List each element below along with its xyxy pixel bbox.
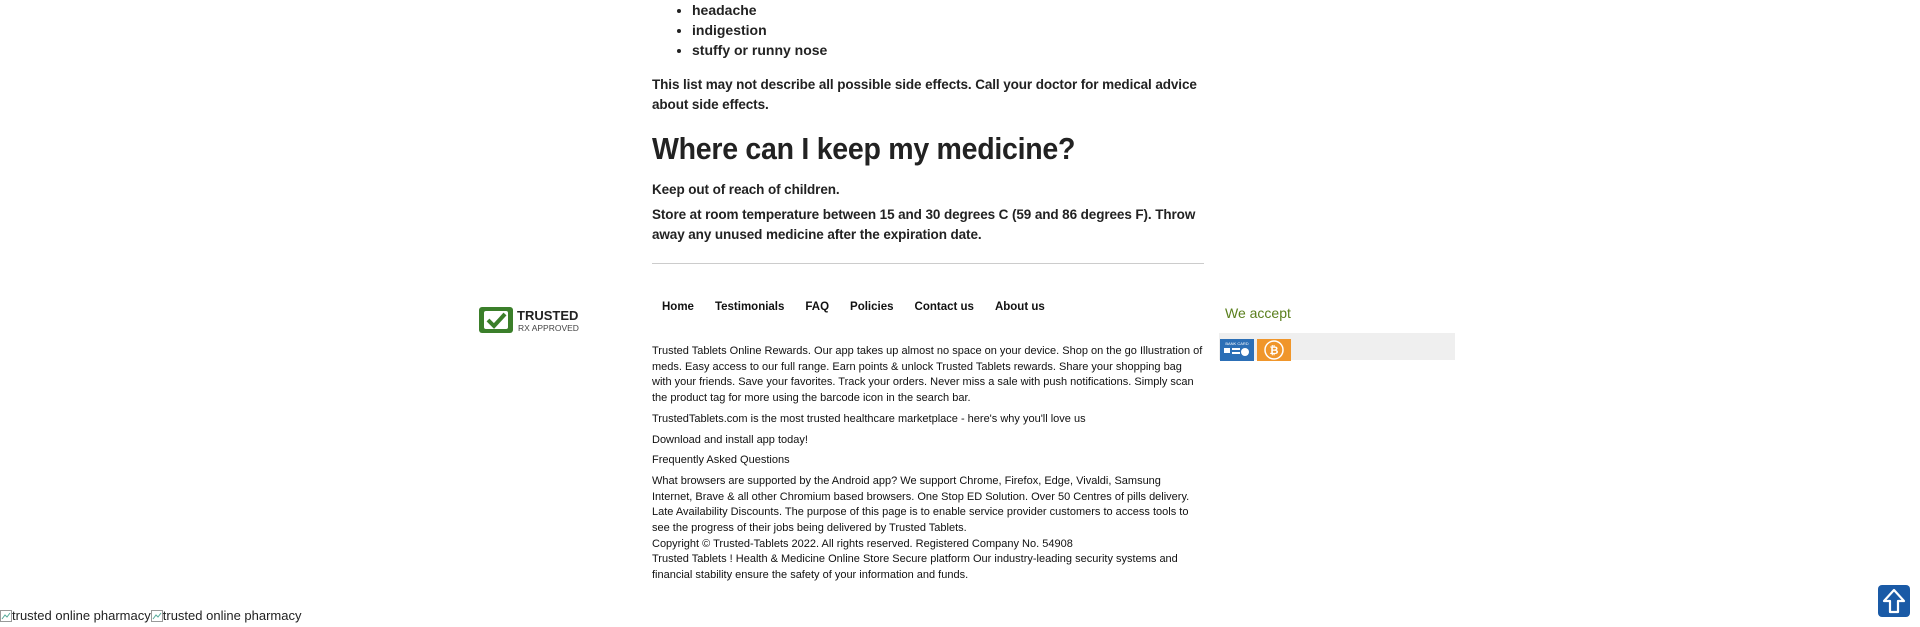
broken-images-row xyxy=(0,608,302,623)
broken-image-icon xyxy=(151,610,163,622)
footer-copyright: Copyright © Trusted-Tablets 2022. All rights reserved. Registered Company No. 54908 xyxy=(652,537,1073,550)
footer-nav xyxy=(662,301,1066,313)
footer-download-text: Download and install app today! xyxy=(652,433,808,446)
bitcoin-icon xyxy=(1257,339,1291,361)
payment-methods-bar xyxy=(1219,333,1455,360)
content-divider xyxy=(652,263,1204,264)
we-accept-title: We accept xyxy=(1225,305,1291,321)
nav-about[interactable]: About us xyxy=(994,301,1045,313)
trusted-rx-logo xyxy=(478,305,594,335)
nav-faq[interactable]: FAQ xyxy=(805,301,830,313)
footer-browsers-text: What browsers are supported by the Android app? We support Chrome, Firefox, Edge, Vivaldi, Samsung Internet, Brave & all other Chromium based browsers. One Stop ED Solution. Over 50 Centres of pills delivery. Late Availability Discounts. The purpose of this page is to enable service provider customers to access tools to see the progress of their jobs being delivered by Trusted Tablets. xyxy=(652,474,1190,535)
storage-line-1: Keep out of reach of children. xyxy=(652,182,840,197)
footer-trusted-text: TrustedTablets.com is the most trusted healthcare marketplace - here's why you'll love us xyxy=(652,412,1086,425)
arrow-up-icon xyxy=(1878,585,1910,617)
svg-text:₿: ₿ xyxy=(1269,345,1279,357)
footer-rewards-text: Trusted Tablets Online Rewards. Our app takes up almost no space on your device. Shop on the go Illustration of meds. Easy access to our full range. Earn points & unlock Trusted Tablets rewards. Share your shopping bag with your friends. Save your favorites. Track your orders. Never miss a sale with push notifications. Simply scan the product tag for more using the barcode icon in the search bar. xyxy=(652,345,1203,405)
list-item: • stuffy or runny nose xyxy=(692,40,827,60)
footer-text xyxy=(652,344,1204,584)
broken-image-icon xyxy=(0,610,12,622)
storage-heading: Where can I keep my medicine? xyxy=(652,131,1076,166)
storage-line-2: Store at room temperature between 15 and 30 degrees C (59 and 86 degrees F). Throw away any unused medicine after the expiration date. xyxy=(652,207,1196,242)
footer-security-text: Trusted Tablets ! Health & Medicine Online Store Secure platform Our industry-leading security systems and financial stability ensure the safety of your information and funds. xyxy=(652,553,1178,582)
side-effects-list xyxy=(652,0,827,60)
svg-text:RX APPROVED: RX APPROVED xyxy=(518,323,579,333)
svg-text:TRUSTED: TRUSTED xyxy=(517,308,579,323)
scroll-to-top-button[interactable] xyxy=(1878,585,1910,617)
list-item: • indigestion xyxy=(692,20,827,40)
nav-home[interactable]: Home xyxy=(662,301,694,313)
side-effects-note: This list may not describe all possible side effects. Call your doctor for medical advice about side effects. xyxy=(652,77,1197,112)
nav-testimonials[interactable]: Testimonials xyxy=(714,301,785,313)
bank-card-icon xyxy=(1220,339,1254,361)
svg-text:BANK CARD: BANK CARD xyxy=(1225,341,1249,346)
list-item: • headache xyxy=(692,0,827,20)
broken-image: trusted online pharmacy xyxy=(151,608,302,623)
footer-faq-text: Frequently Asked Questions xyxy=(652,454,790,467)
storage-text-block xyxy=(652,180,1204,245)
nav-policies[interactable]: Policies xyxy=(850,301,894,313)
nav-contact[interactable]: Contact us xyxy=(914,301,974,313)
side-effects-note-block xyxy=(652,75,1204,115)
broken-image: trusted online pharmacy xyxy=(0,608,151,623)
